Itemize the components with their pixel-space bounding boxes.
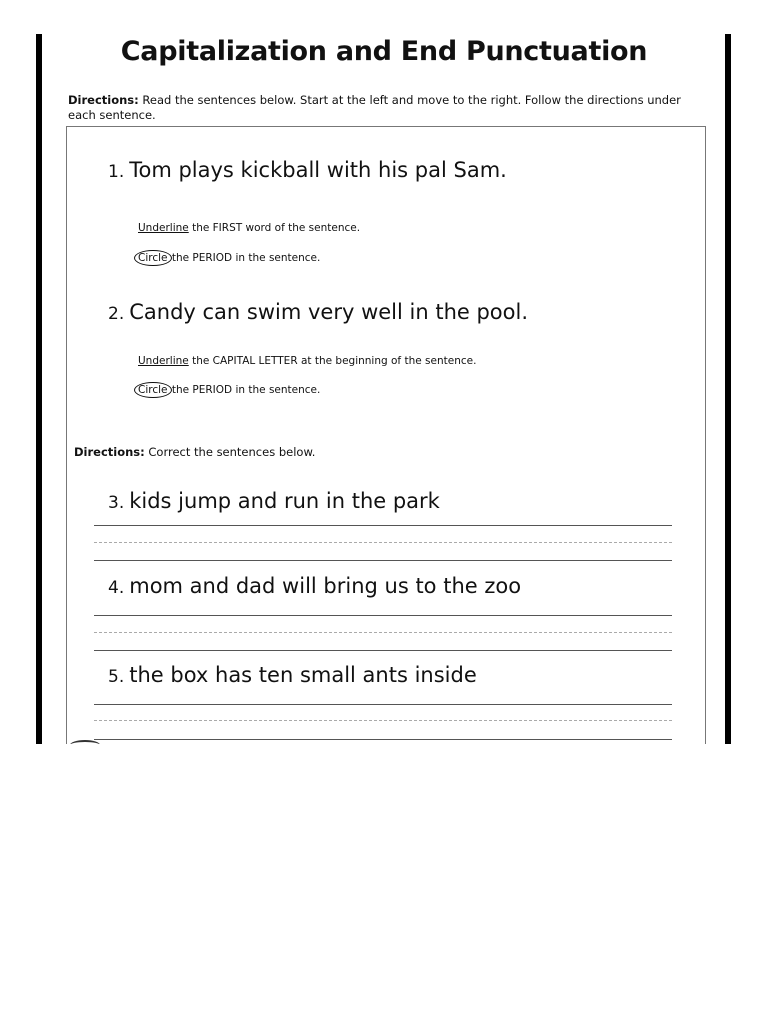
directions-label: Directions:: [74, 445, 145, 459]
left-border-bar: [36, 34, 42, 746]
sentence-number: 3.: [108, 493, 125, 513]
writing-line-top: [94, 615, 672, 616]
underline-word: Underline: [138, 222, 189, 234]
sentence-number: 1.: [108, 162, 125, 182]
task-circle-2: [134, 382, 320, 398]
worksheet-title: Capitalization and End Punctuation: [120, 36, 648, 67]
underline-word: Underline: [138, 355, 189, 367]
sentence-number: 5.: [108, 667, 125, 687]
sentence-number: 4.: [108, 578, 125, 598]
writing-line-bottom: [94, 650, 672, 651]
directions-label: Directions:: [68, 93, 139, 107]
sentence-2: [108, 300, 528, 324]
sentence-text: Candy can swim very well in the pool.: [129, 300, 529, 324]
directions-text: Read the sentences below. Start at the left and move to the right. Follow the directions under each sentence.: [68, 93, 681, 122]
right-border-bar: [725, 34, 731, 746]
sentence-number: 2.: [108, 304, 125, 324]
sentence-4: [108, 574, 521, 598]
circle-word: Circle: [134, 382, 172, 398]
task-text: the FIRST word of the sentence.: [192, 222, 361, 234]
circle-word: Circle: [134, 250, 172, 266]
task-underline-2: [138, 355, 476, 367]
writing-line-bottom: [94, 560, 672, 561]
sentence-text: mom and dad will bring us to the zoo: [129, 574, 522, 598]
directions-part-2: [74, 445, 704, 460]
sentence-1: [108, 158, 507, 182]
writing-line-bottom: [94, 739, 672, 740]
writing-line-top: [94, 704, 672, 705]
task-text: the PERIOD in the sentence.: [171, 252, 321, 264]
directions-text: Correct the sentences below.: [148, 445, 316, 459]
task-text: the CAPITAL LETTER at the beginning of the sentence.: [192, 355, 477, 367]
blank-bottom-area: [0, 744, 768, 1024]
writing-line-mid: [94, 720, 672, 721]
task-text: the PERIOD in the sentence.: [171, 384, 321, 396]
sentence-text: kids jump and run in the park: [129, 489, 440, 513]
directions-part-1: [68, 93, 698, 123]
task-circle-1: [134, 250, 320, 266]
sentence-3: [108, 489, 440, 513]
sentence-5: [108, 663, 477, 687]
task-underline-1: [138, 222, 360, 234]
writing-line-top: [94, 525, 672, 526]
sentence-text: the box has ten small ants inside: [129, 663, 477, 687]
writing-line-mid: [94, 542, 672, 543]
writing-line-mid: [94, 632, 672, 633]
sentence-text: Tom plays kickball with his pal Sam.: [129, 158, 507, 182]
